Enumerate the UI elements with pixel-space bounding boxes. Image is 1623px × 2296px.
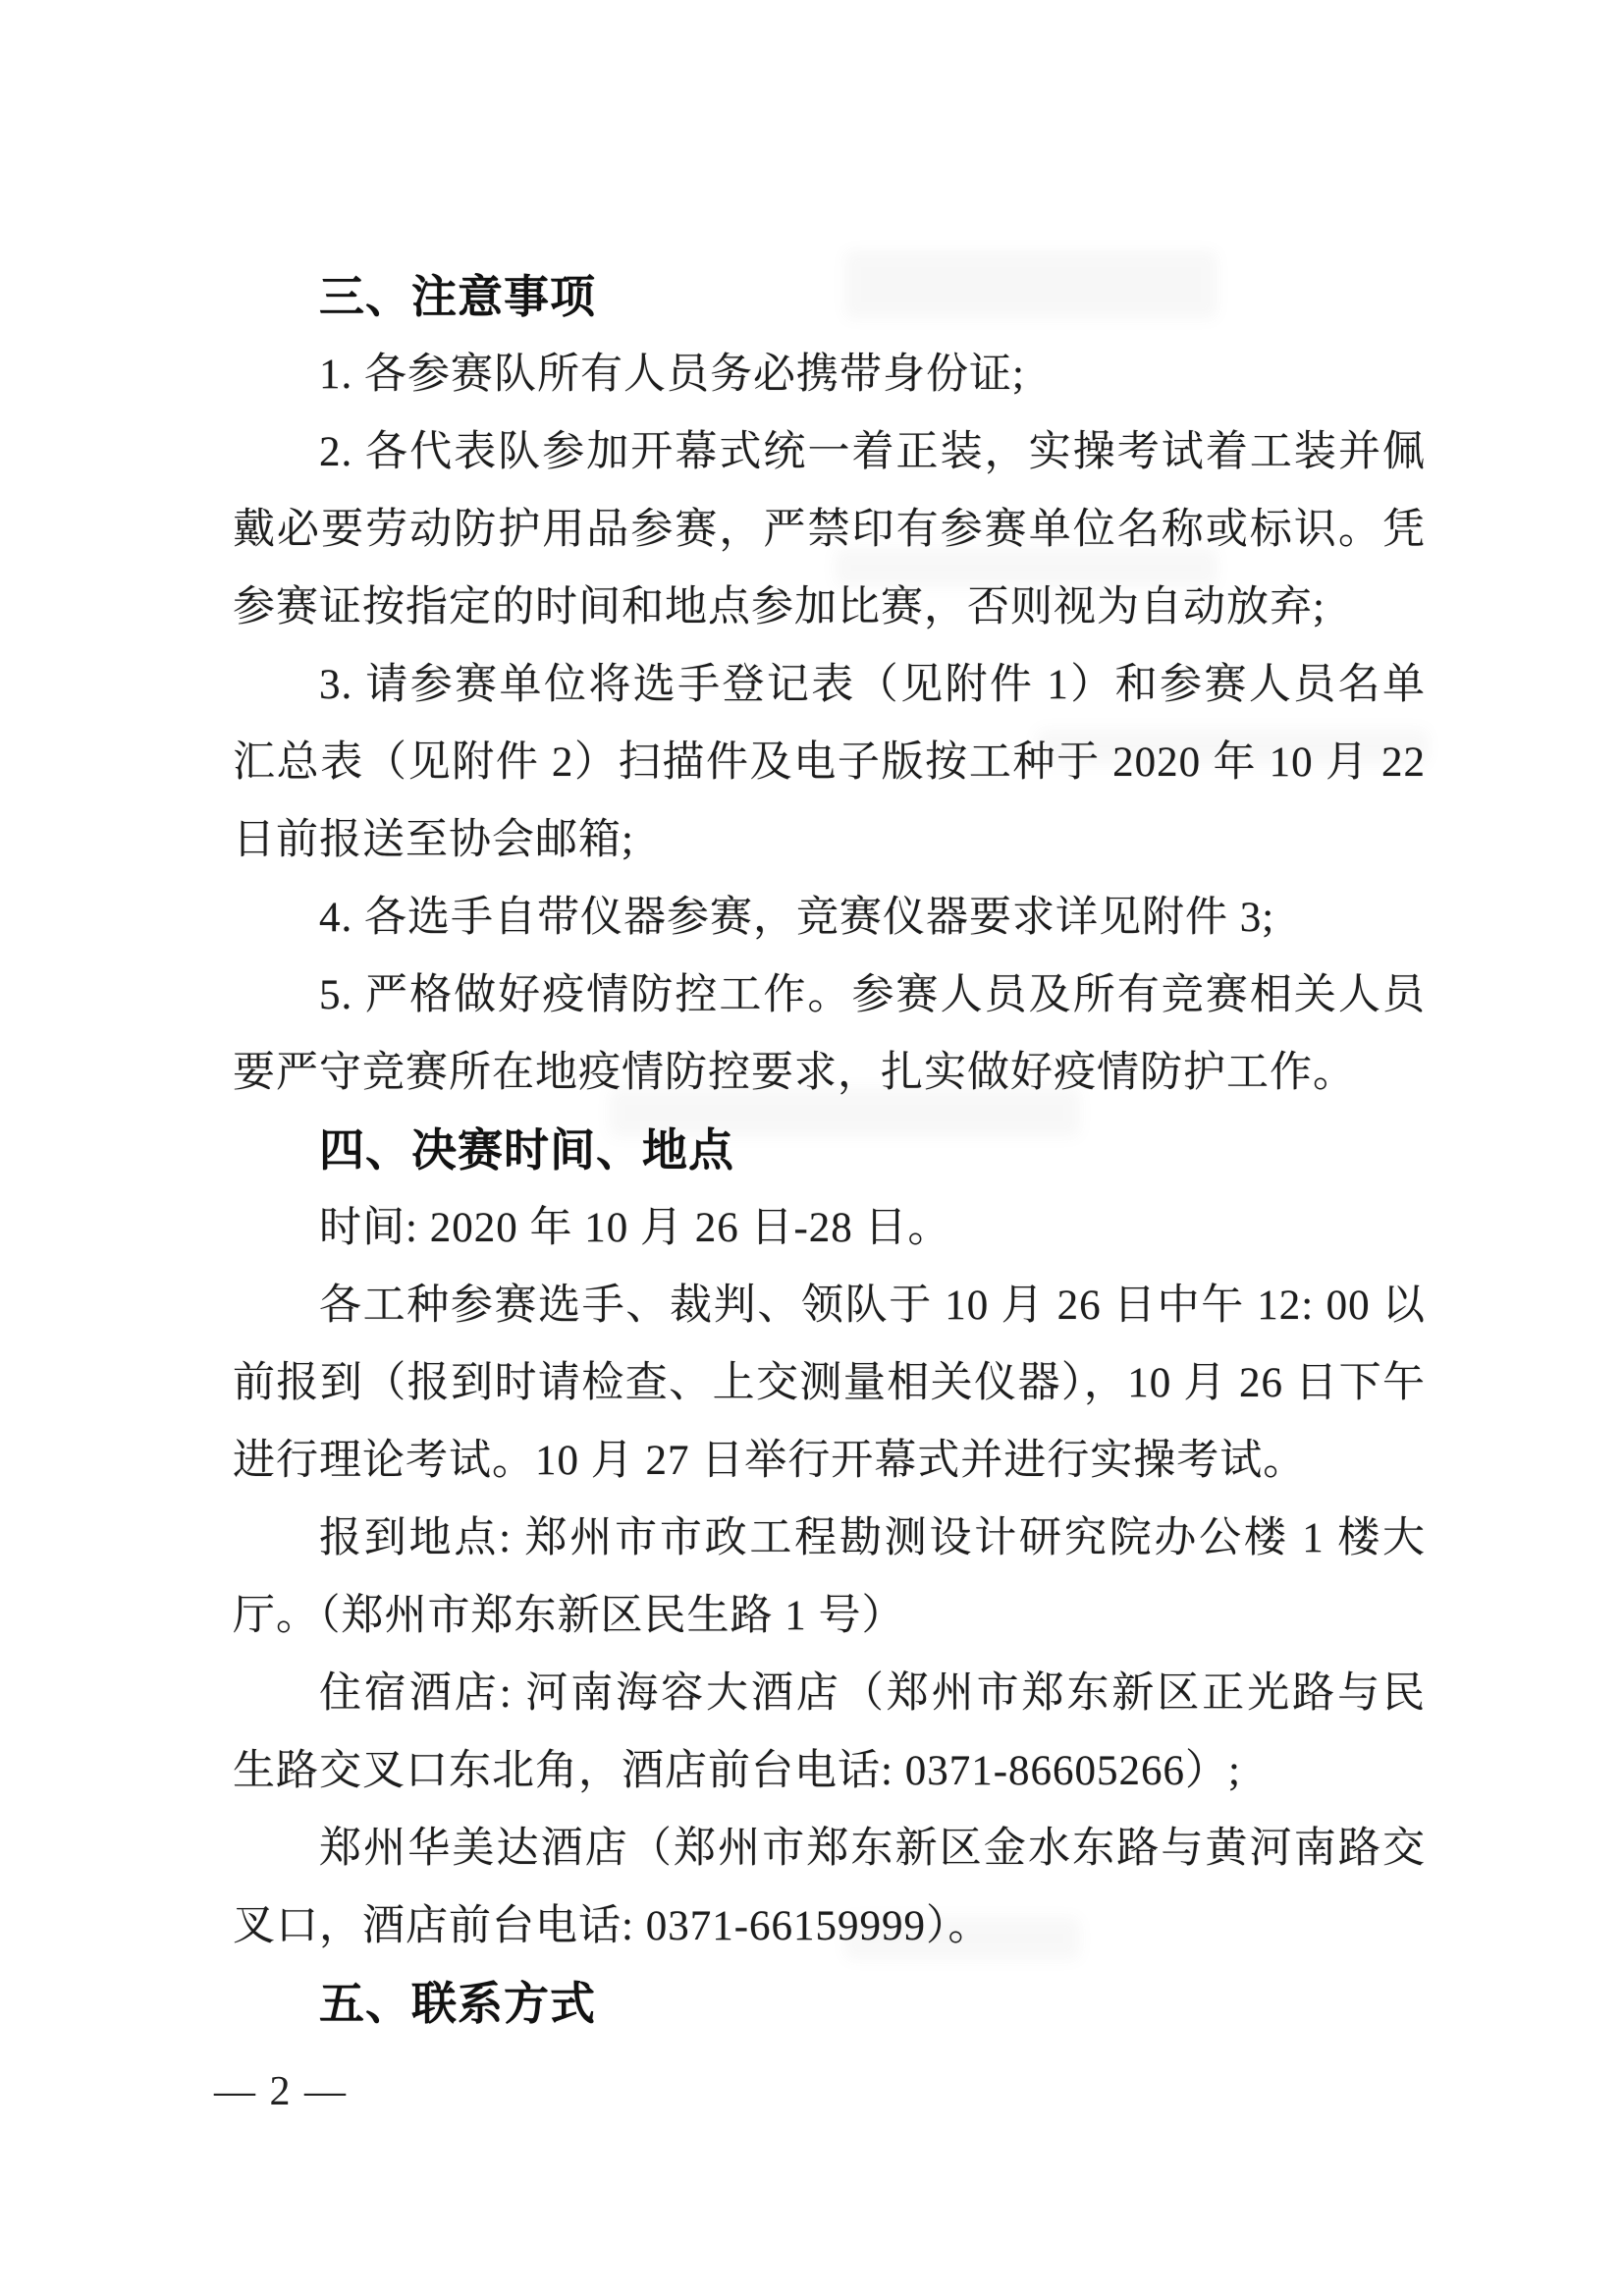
text-line: 1. 各参赛队所有人员务必携带身份证; [319,352,1025,398]
text-line: 日前报送至协会邮箱; [233,817,634,863]
text-line: 要严守竞赛所在地疫情防控要求，扎实做好疫情防护工作。 [233,1050,1356,1096]
section-heading-4: 四、决赛时间、地点 [319,1124,734,1175]
text-line: 生路交叉口东北角，酒店前台电话: 0371-86605266）; [233,1748,1241,1794]
text-line: 2. 各代表队参加开幕式统一着正装，实操考试着工装并佩 [319,429,1426,475]
text-line: 郑州华美达酒店（郑州市郑东新区金水东路与黄河南路交 [319,1826,1426,1872]
text-line: 叉口，酒店前台电话: 0371-66159999）。 [233,1903,992,1949]
text-line: 报到地点: 郑州市市政工程勘测设计研究院办公楼 1 楼大 [319,1515,1426,1561]
section-heading-3: 三、注意事项 [319,271,596,322]
text-line: 厅。（郑州市郑东新区民生路 1 号） [233,1593,905,1639]
text-line: 5. 严格做好疫情防控工作。参赛人员及所有竞赛相关人员 [319,972,1426,1018]
text-line: 4. 各选手自带仪器参赛，竞赛仪器要求详见附件 3; [319,895,1275,941]
text-line: 各工种参赛选手、裁判、领队于 10 月 26 日中午 12: 00 以 [319,1283,1426,1329]
text-line: 时间: 2020 年 10 月 26 日-28 日。 [319,1205,951,1251]
text-line: 戴必要劳动防护用品参赛，严禁印有参赛单位名称或标识。凭 [233,507,1426,553]
text-line: 进行理论考试。10 月 27 日举行开幕式并进行实操考试。 [233,1438,1307,1484]
section-heading-5: 五、联系方式 [319,1978,596,2029]
document-body [233,258,1426,2043]
text-line: 3. 请参赛单位将选手登记表（见附件 1）和参赛人员名单 [319,662,1426,708]
text-line: 汇总表（见附件 2）扫描件及电子版按工种于 2020 年 10 月 22 [233,739,1426,786]
text-line: 住宿酒店: 河南海容大酒店（郑州市郑东新区正光路与民 [319,1670,1426,1717]
text-line: 参赛证按指定的时间和地点参加比赛，否则视为自动放弃; [233,584,1325,630]
text-line: 前报到（报到时请检查、上交测量相关仪器），10 月 26 日下午 [233,1360,1426,1406]
page-number: — 2 — [214,2069,348,2114]
